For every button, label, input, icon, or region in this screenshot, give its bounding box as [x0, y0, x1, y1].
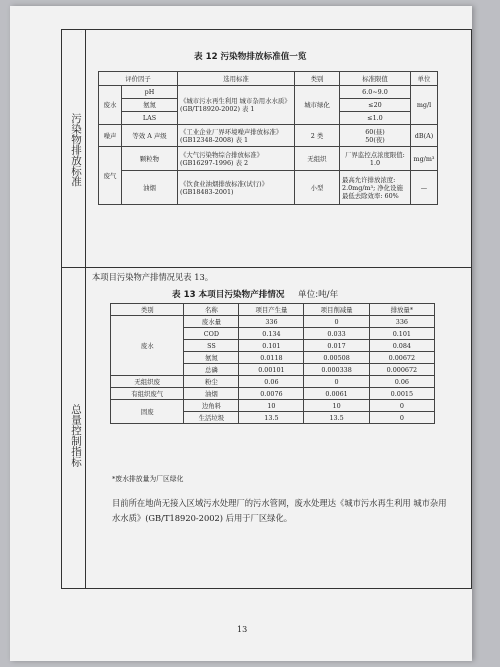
table12 — [98, 71, 438, 205]
t12-gas-limit: 厂界监控点浓度限值: 1.0 — [340, 147, 411, 171]
table13-unit: 单位:吨/年 — [298, 290, 339, 300]
t13-cell: SS — [184, 340, 239, 352]
form-frame — [61, 29, 472, 589]
conclusion-paragraph: 目前所在地尚无接入区域污水处理厂的污水管网，废水处理达《城市污水再生利用 城市杂用水水质》(GB/T18920-2002) 后用于厂区绿化。 — [112, 498, 447, 523]
t13-category-fugitive: 无组织废 — [111, 376, 184, 388]
t13-cell: 0.06 — [369, 376, 434, 388]
table12-caption: 表 12 污染物排放标准值一览 — [194, 52, 307, 62]
t13-cell: 0.134 — [239, 328, 304, 340]
t13-cell: 13.5 — [304, 412, 369, 424]
t13-cell: 10 — [239, 400, 304, 412]
t13-cell: 油烟 — [184, 388, 239, 400]
t13-cell: 0.033 — [304, 328, 369, 340]
section-divider — [86, 267, 471, 268]
t12-header-standard: 选用标准 — [178, 72, 295, 86]
t12-noise-limit-night: 50(夜) — [365, 135, 385, 144]
t12-gas-item: 油烟 — [122, 171, 178, 205]
t13-header-generated: 项目产生量 — [239, 304, 304, 316]
t12-header-category: 类别 — [295, 72, 340, 86]
t12-gas-category: 小型 — [295, 171, 340, 205]
t12-gas-category: 无组织 — [295, 147, 340, 171]
t12-noise-item: 等效 A 声级 — [122, 125, 178, 147]
table13-footnote: *废水排放量为厂区绿化 — [112, 475, 184, 483]
t13-cell: COD — [184, 328, 239, 340]
t13-cell: 336 — [369, 316, 434, 328]
t13-cell: 0 — [369, 412, 434, 424]
t12-gas-unit: — — [411, 171, 438, 205]
side-section-standards — [62, 30, 86, 268]
t12-noise-limit-day: 60(昼) — [365, 127, 385, 136]
t13-category-organized-gas: 有组织废气 — [111, 388, 184, 400]
t12-gas-limit: 最高允许排放浓度: 2.0mg/m³; 净化设施最低去除效率: 60% — [340, 171, 411, 205]
t13-cell: 0.000338 — [304, 364, 369, 376]
t13-cell: 0.06 — [239, 376, 304, 388]
t12-gas-group: 废气 — [99, 147, 122, 205]
t12-noise-limits — [340, 125, 411, 147]
t13-header-category: 类别 — [111, 304, 184, 316]
t13-cell: 10 — [304, 400, 369, 412]
t13-cell: 0 — [369, 400, 434, 412]
t12-item: 氨氮 — [122, 99, 178, 112]
t12-noise-unit: dB(A) — [411, 125, 438, 147]
t13-cell: 0.0061 — [304, 388, 369, 400]
t12-header-limit: 标准限值 — [340, 72, 411, 86]
t13-cell: 废水量 — [184, 316, 239, 328]
t13-cell: 0.0015 — [369, 388, 434, 400]
t13-cell: 0.00672 — [369, 352, 434, 364]
bleed-through-text: · — [80, 28, 83, 37]
t12-wastewater-group: 废水 — [99, 86, 122, 125]
t12-wastewater-standard: 《城市污水再生利用 城市杂用水水质》(GB/T18920-2002) 表 1 — [178, 86, 295, 125]
t13-cell: 边角料 — [184, 400, 239, 412]
t12-item: LAS — [122, 112, 178, 125]
t13-cell: 0.0118 — [239, 352, 304, 364]
t13-cell: 总磷 — [184, 364, 239, 376]
t12-gas-standard: 《饮食业油烟排放标准(试行)》(GB18483-2001) — [178, 171, 295, 205]
t12-noise-group: 噪声 — [99, 125, 122, 147]
t12-gas-item: 颗粒物 — [122, 147, 178, 171]
t13-cell: 0.0076 — [239, 388, 304, 400]
t12-wastewater-unit: mg/l — [411, 86, 438, 125]
table13 — [110, 303, 435, 424]
t13-header-emitted: 排放量* — [369, 304, 434, 316]
t12-header-factor: 评价因子 — [99, 72, 178, 86]
t13-category-solid-waste: 固废 — [111, 400, 184, 424]
side-label-totals: 总量控制指标 — [70, 404, 82, 467]
t13-cell: 0.00508 — [304, 352, 369, 364]
t12-wastewater-category: 城市绿化 — [295, 86, 340, 125]
t12-item: pH — [122, 86, 178, 99]
t13-header-reduced: 项目削减量 — [304, 304, 369, 316]
page-number: 13 — [237, 625, 248, 634]
t13-cell: 生活垃圾 — [184, 412, 239, 424]
t13-cell: 0.084 — [369, 340, 434, 352]
side-label-standards: 污染物排放标准 — [70, 113, 82, 187]
t12-gas-unit: mg/m³ — [411, 147, 438, 171]
t13-cell: 0.00101 — [239, 364, 304, 376]
t13-cell: 13.5 — [239, 412, 304, 424]
t13-cell: 0 — [304, 316, 369, 328]
t13-cell: 氨氮 — [184, 352, 239, 364]
t13-cell: 0.101 — [239, 340, 304, 352]
table13-caption: 表 13 本项目污染物产排情况 — [172, 290, 285, 300]
t12-gas-standard: 《大气污染物综合排放标准》(GB16297-1996) 表 2 — [178, 147, 295, 171]
t13-cell: 336 — [239, 316, 304, 328]
intro-text: 本项目污染物产排情况见表 13。 — [92, 272, 214, 282]
t13-cell: 0 — [304, 376, 369, 388]
t13-header-name: 名称 — [184, 304, 239, 316]
t13-cell: 粉尘 — [184, 376, 239, 388]
t13-cell: 0.101 — [369, 328, 434, 340]
t12-limit: ≤20 — [340, 99, 411, 112]
side-section-totals — [62, 268, 86, 588]
t12-noise-standard: 《工业企业厂界环境噪声排放标准》(GB12348-2008) 表 1 — [178, 125, 295, 147]
t13-category-wastewater: 废水 — [111, 316, 184, 376]
t12-header-unit: 单位 — [411, 72, 438, 86]
t12-noise-category: 2 类 — [295, 125, 340, 147]
document-page — [10, 6, 472, 661]
t12-limit: ≤1.0 — [340, 112, 411, 125]
t13-cell: 0.000672 — [369, 364, 434, 376]
t12-limit: 6.0~9.0 — [340, 86, 411, 99]
t13-cell: 0.017 — [304, 340, 369, 352]
